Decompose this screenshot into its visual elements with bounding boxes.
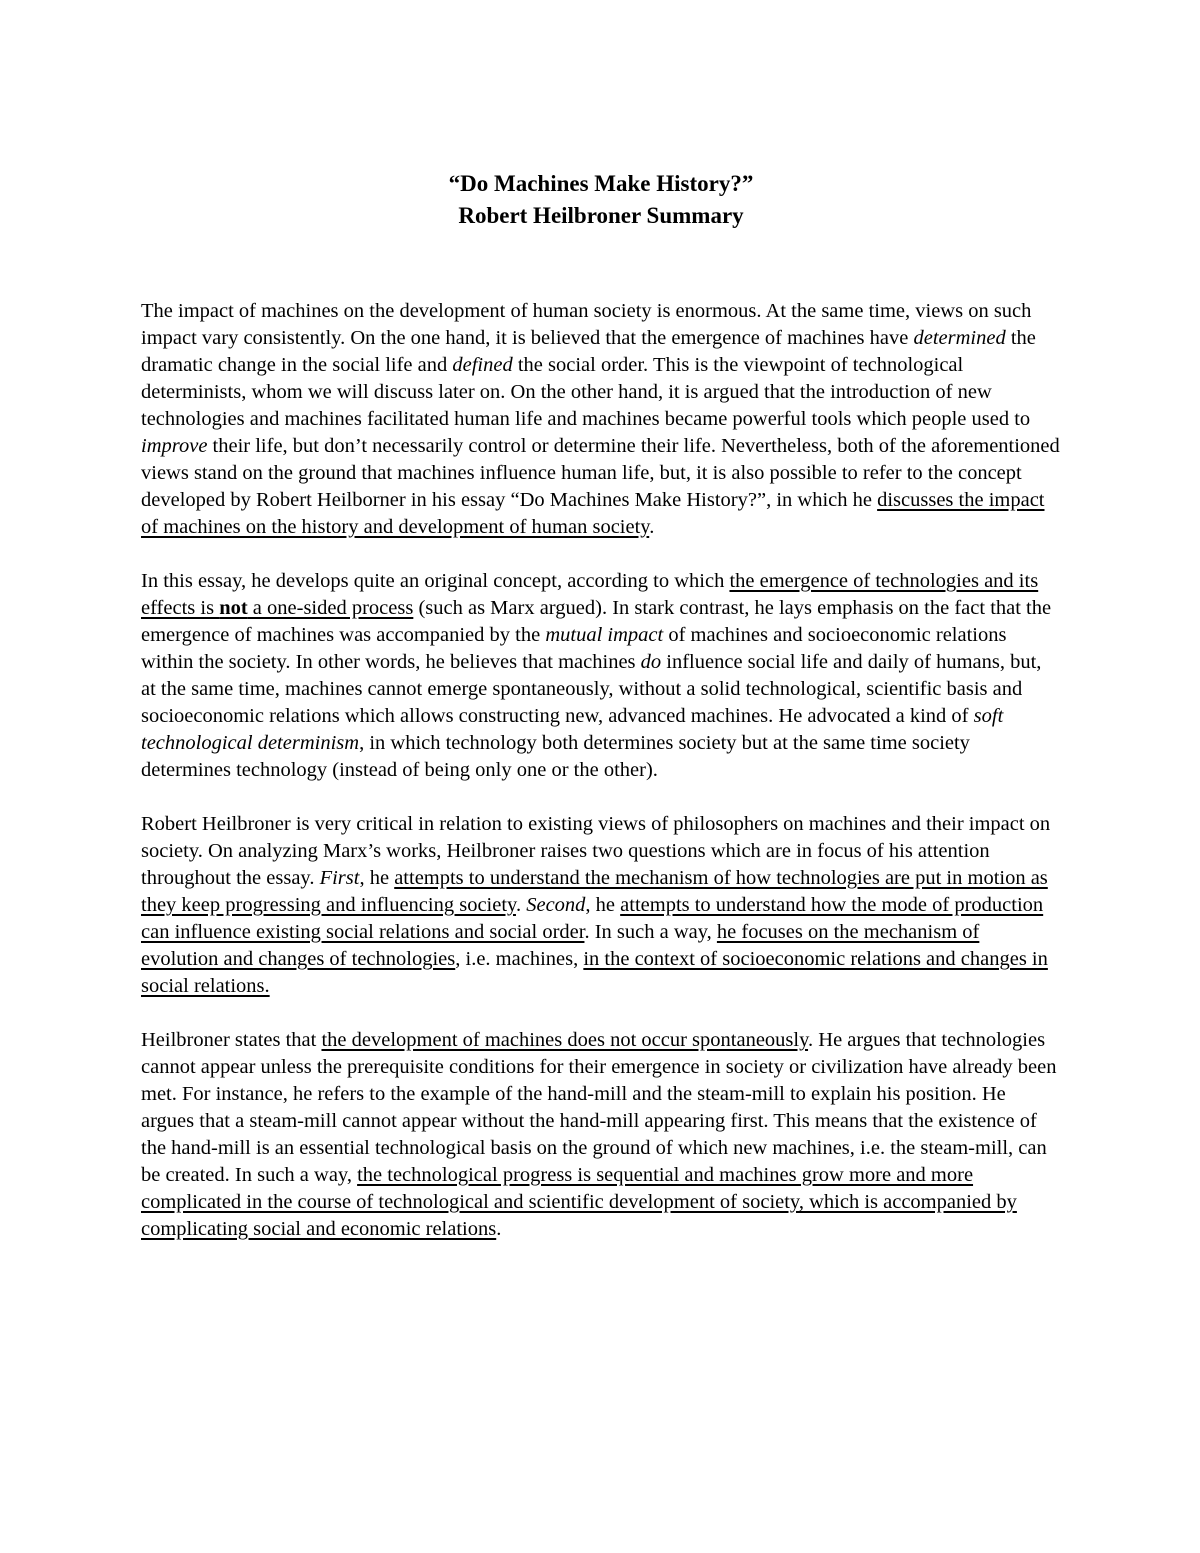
text-run: . — [649, 516, 655, 538]
paragraph-4 — [141, 1027, 1061, 1243]
text-run: First — [319, 867, 360, 889]
text-run: the development of machines does not occur spontaneously — [321, 1029, 809, 1051]
text-run: soft technological determinism — [141, 705, 1004, 754]
text-run: influence social life and daily of humans, but, at the same time, machines cannot emerge spontaneously, without a solid technological, scientific basis and socioeconomic relations which allows constructing new, advanced machines. He advocated a kind of — [141, 651, 1042, 727]
text-run: attempts to understand how the mode of production can influence existing social relations and social order — [141, 894, 1044, 943]
document-body — [141, 298, 1061, 1243]
paragraph-2 — [141, 568, 1061, 784]
text-run: . — [515, 894, 527, 916]
title-line-2: Robert Heilbroner Summary — [458, 203, 744, 228]
text-run: Heilbroner states that — [141, 1029, 322, 1051]
text-run: In this essay, he develops quite an original concept, according to which — [141, 570, 730, 592]
text-run: the emergence of technologies and its effects is — [141, 570, 1039, 619]
text-run: in the context of socioeconomic relations and changes in social relations. — [141, 948, 1048, 997]
text-run: , he — [585, 894, 621, 916]
document-title — [141, 168, 1061, 232]
text-run: Second — [526, 894, 586, 916]
document-page — [141, 168, 1061, 1270]
text-run: a one-sided process — [247, 597, 414, 619]
paragraph-3 — [141, 811, 1061, 1000]
text-run: defined — [452, 354, 513, 376]
text-run: discusses the impact of machines on the history and development of human society — [141, 489, 1045, 538]
text-run: not — [219, 597, 248, 619]
text-run: , he — [359, 867, 395, 889]
paragraph-1 — [141, 298, 1061, 541]
text-run: Robert Heilbroner is very critical in relation to existing views of philosophers on machines and their impact on society. On analyzing Marx’s works, Heilbroner raises two questions which are in focus of his attention throughout the essay. — [141, 813, 1051, 889]
text-run: (such as Marx argued). In stark contrast, he lays emphasis on the fact that the emergence of machines was accompanied by the — [141, 597, 1052, 646]
text-run: . — [496, 1218, 502, 1240]
text-run: . He argues that technologies cannot appear unless the prerequisite conditions for their emergence in society or civilization have already been met. For instance, he refers to the example of the hand-mill and the steam-mill to explain his position. He argues that a steam-mill cannot appear without the hand-mill appearing first. This means that the existence of the hand-mill is an essential technological basis on the ground of which new machines, i.e. the steam-mill, can be created. In such a way, — [141, 1029, 1057, 1186]
text-run: determined — [913, 327, 1006, 349]
text-run: improve — [141, 435, 208, 457]
text-run: do — [640, 651, 662, 673]
text-run: mutual impact — [545, 624, 664, 646]
text-run: he focuses on the mechanism of evolution and changes of technologies — [141, 921, 980, 970]
text-run: the technological progress is sequential and machines grow more and more complicated in the course of technological and scientific development of society, which is accompanied by complicating social and economic relations — [141, 1164, 1017, 1240]
text-run: , in which technology both determines society but at the same time society determines technology (instead of being only one or the other). — [141, 732, 970, 781]
text-run: , i.e. machines, — [455, 948, 584, 970]
text-run: the dramatic change in the social life and — [141, 327, 1036, 376]
text-run: their life, but don’t necessarily control or determine their life. Nevertheless, both of the aforementioned views stand on the ground that machines influence human life, but, it is also possible to refer to the concept developed by Robert Heilborner in his essay “Do Machines Make History?”, in which he — [141, 435, 1060, 511]
text-run: The impact of machines on the development of human society is enormous. At the same time, views on such impact vary consistently. On the one hand, it is believed that the emergence of machines have — [141, 300, 1032, 349]
text-run: the social order. This is the viewpoint of technological determinists, whom we will discuss later on. On the other hand, it is argued that the introduction of new technologies and machines facilitated human life and machines became powerful tools which people used to — [141, 354, 1031, 430]
text-run: of machines and socioeconomic relations within the society. In other words, he believes that machines — [141, 624, 1007, 673]
text-run: . In such a way, — [584, 921, 717, 943]
title-line-1: “Do Machines Make History?” — [448, 171, 754, 196]
text-run: attempts to understand the mechanism of how technologies are put in motion as they keep progressing and influencing society — [141, 867, 1048, 916]
